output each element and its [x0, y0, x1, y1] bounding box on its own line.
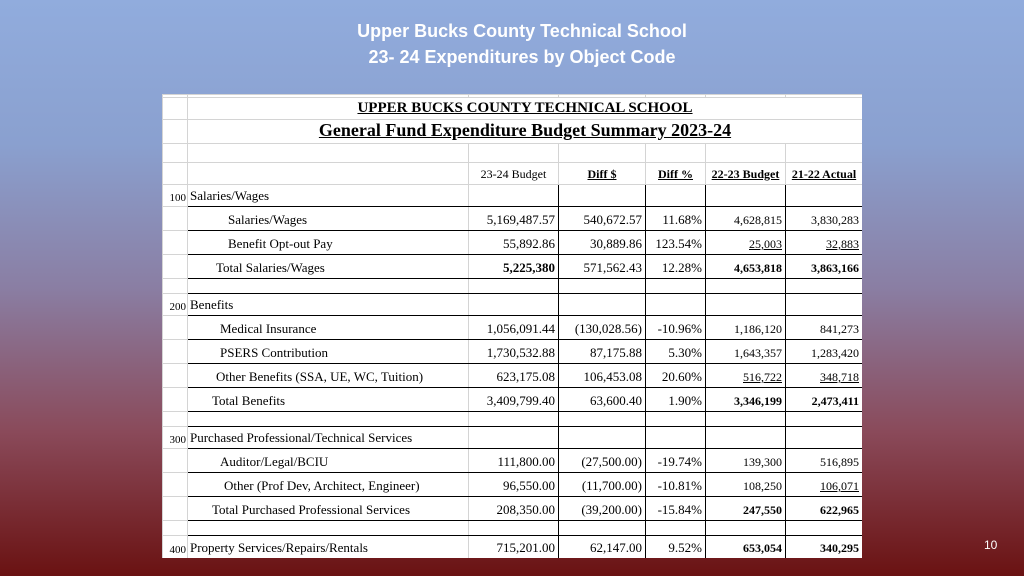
- blank-row: [163, 521, 863, 536]
- table-row: [163, 427, 863, 449]
- object-code: [163, 388, 188, 412]
- value-cell: 87,175.88: [559, 340, 646, 364]
- slide-title: [0, 18, 1024, 70]
- value-cell: 5,169,487.57: [469, 207, 559, 231]
- value-cell: 4,628,815: [706, 207, 786, 231]
- value-cell: [469, 294, 559, 316]
- value-cell: 3,830,283: [786, 207, 863, 231]
- value-cell: 9.52%: [646, 536, 706, 559]
- col-header: 22-23 Budget: [706, 163, 786, 185]
- value-cell: -15.84%: [646, 497, 706, 521]
- value-cell: 1,186,120: [706, 316, 786, 340]
- value-cell: 108,250: [706, 473, 786, 497]
- table-row: [163, 497, 863, 521]
- value-cell: 1,283,420: [786, 340, 863, 364]
- value-cell: [786, 521, 863, 536]
- value-cell: [706, 412, 786, 427]
- value-cell: 20.60%: [646, 364, 706, 388]
- row-label: Salaries/Wages: [188, 207, 469, 231]
- row-label: [188, 521, 469, 536]
- value-cell: 139,300: [706, 449, 786, 473]
- row-label: Property Services/Repairs/Rentals: [188, 536, 469, 559]
- value-cell: [559, 412, 646, 427]
- table-row: [163, 231, 863, 255]
- object-code: [163, 316, 188, 340]
- value-cell: [786, 185, 863, 207]
- value-cell: 106,071: [786, 473, 863, 497]
- value-cell: (39,200.00): [559, 497, 646, 521]
- value-cell: [706, 185, 786, 207]
- value-cell: [646, 294, 706, 316]
- object-code: [163, 340, 188, 364]
- value-cell: 111,800.00: [469, 449, 559, 473]
- value-cell: 11.68%: [646, 207, 706, 231]
- value-cell: 2,473,411: [786, 388, 863, 412]
- value-cell: 3,863,166: [786, 255, 863, 279]
- value-cell: 3,346,199: [706, 388, 786, 412]
- table-row: [163, 255, 863, 279]
- value-cell: [469, 185, 559, 207]
- row-label: [188, 279, 469, 294]
- sheet-subtitle: General Fund Expenditure Budget Summary 2023-24: [188, 120, 863, 144]
- header-row: [163, 163, 863, 185]
- object-code: [163, 207, 188, 231]
- row-label: Total Salaries/Wages: [188, 255, 469, 279]
- sheet-title: UPPER BUCKS COUNTY TECHNICAL SCHOOL: [188, 98, 863, 120]
- object-code: [163, 449, 188, 473]
- row-label: Benefit Opt-out Pay: [188, 231, 469, 255]
- value-cell: 623,175.08: [469, 364, 559, 388]
- value-cell: 1.90%: [646, 388, 706, 412]
- value-cell: [646, 521, 706, 536]
- object-code: [163, 279, 188, 294]
- value-cell: [559, 279, 646, 294]
- object-code: [163, 255, 188, 279]
- table-row: [163, 388, 863, 412]
- spreadsheet-image: [162, 94, 862, 558]
- col-header: 21-22 Actual: [786, 163, 863, 185]
- object-code: [163, 497, 188, 521]
- value-cell: 1,643,357: [706, 340, 786, 364]
- value-cell: -19.74%: [646, 449, 706, 473]
- value-cell: [469, 412, 559, 427]
- value-cell: 3,409,799.40: [469, 388, 559, 412]
- value-cell: 540,672.57: [559, 207, 646, 231]
- value-cell: 247,550: [706, 497, 786, 521]
- page-number: 10: [984, 538, 998, 552]
- value-cell: 516,722: [706, 364, 786, 388]
- value-cell: [559, 427, 646, 449]
- col-header: Diff %: [646, 163, 706, 185]
- object-code: 300: [163, 427, 188, 449]
- value-cell: -10.96%: [646, 316, 706, 340]
- value-cell: [786, 279, 863, 294]
- table-row: [163, 340, 863, 364]
- budget-table: [162, 94, 862, 558]
- value-cell: [646, 279, 706, 294]
- col-header: 23-24 Budget: [469, 163, 559, 185]
- row-label: Purchased Professional/Technical Services: [188, 427, 469, 449]
- table-row: [163, 473, 863, 497]
- object-code: 100: [163, 185, 188, 207]
- value-cell: [559, 521, 646, 536]
- value-cell: [559, 294, 646, 316]
- value-cell: [559, 185, 646, 207]
- value-cell: 348,718: [786, 364, 863, 388]
- value-cell: 1,056,091.44: [469, 316, 559, 340]
- object-code: [163, 412, 188, 427]
- table-row: [163, 207, 863, 231]
- value-cell: [646, 185, 706, 207]
- value-cell: [706, 294, 786, 316]
- value-cell: (130,028.56): [559, 316, 646, 340]
- value-cell: (27,500.00): [559, 449, 646, 473]
- value-cell: 5.30%: [646, 340, 706, 364]
- value-cell: [706, 521, 786, 536]
- row-label: Auditor/Legal/BCIU: [188, 449, 469, 473]
- slide-title-line1: Upper Bucks County Technical School: [357, 21, 687, 41]
- value-cell: 96,550.00: [469, 473, 559, 497]
- value-cell: 30,889.86: [559, 231, 646, 255]
- value-cell: 123.54%: [646, 231, 706, 255]
- value-cell: 106,453.08: [559, 364, 646, 388]
- object-code: [163, 473, 188, 497]
- value-cell: [706, 427, 786, 449]
- blank-row: [163, 412, 863, 427]
- row-label: PSERS Contribution: [188, 340, 469, 364]
- value-cell: 516,895: [786, 449, 863, 473]
- row-label: Other (Prof Dev, Architect, Engineer): [188, 473, 469, 497]
- value-cell: [786, 412, 863, 427]
- value-cell: [786, 294, 863, 316]
- value-cell: 1,730,532.88: [469, 340, 559, 364]
- value-cell: 340,295: [786, 536, 863, 559]
- row-label: Medical Insurance: [188, 316, 469, 340]
- row-label: Salaries/Wages: [188, 185, 469, 207]
- value-cell: 4,653,818: [706, 255, 786, 279]
- row-label: Benefits: [188, 294, 469, 316]
- value-cell: 622,965: [786, 497, 863, 521]
- value-cell: 571,562.43: [559, 255, 646, 279]
- value-cell: [646, 412, 706, 427]
- value-cell: 63,600.40: [559, 388, 646, 412]
- table-row: [163, 536, 863, 559]
- value-cell: [786, 427, 863, 449]
- table-row: [163, 364, 863, 388]
- value-cell: 653,054: [706, 536, 786, 559]
- value-cell: 62,147.00: [559, 536, 646, 559]
- value-cell: [646, 427, 706, 449]
- object-code: 400: [163, 536, 188, 559]
- value-cell: 715,201.00: [469, 536, 559, 559]
- value-cell: [706, 279, 786, 294]
- object-code: [163, 364, 188, 388]
- row-label: Total Purchased Professional Services: [188, 497, 469, 521]
- value-cell: [469, 521, 559, 536]
- value-cell: 55,892.86: [469, 231, 559, 255]
- object-code: [163, 231, 188, 255]
- row-label: Other Benefits (SSA, UE, WC, Tuition): [188, 364, 469, 388]
- table-row: [163, 294, 863, 316]
- object-code: 200: [163, 294, 188, 316]
- row-label: [188, 412, 469, 427]
- col-header: Diff $: [559, 163, 646, 185]
- value-cell: [469, 427, 559, 449]
- value-cell: (11,700.00): [559, 473, 646, 497]
- value-cell: 5,225,380: [469, 255, 559, 279]
- value-cell: 841,273: [786, 316, 863, 340]
- object-code: [163, 521, 188, 536]
- table-row: [163, 316, 863, 340]
- table-row: [163, 185, 863, 207]
- slide-title-line2: 23- 24 Expenditures by Object Code: [368, 47, 676, 67]
- value-cell: 25,003: [706, 231, 786, 255]
- value-cell: 12.28%: [646, 255, 706, 279]
- table-row: [163, 449, 863, 473]
- value-cell: 32,883: [786, 231, 863, 255]
- value-cell: 208,350.00: [469, 497, 559, 521]
- value-cell: -10.81%: [646, 473, 706, 497]
- blank-row: [163, 279, 863, 294]
- value-cell: [469, 279, 559, 294]
- row-label: Total Benefits: [188, 388, 469, 412]
